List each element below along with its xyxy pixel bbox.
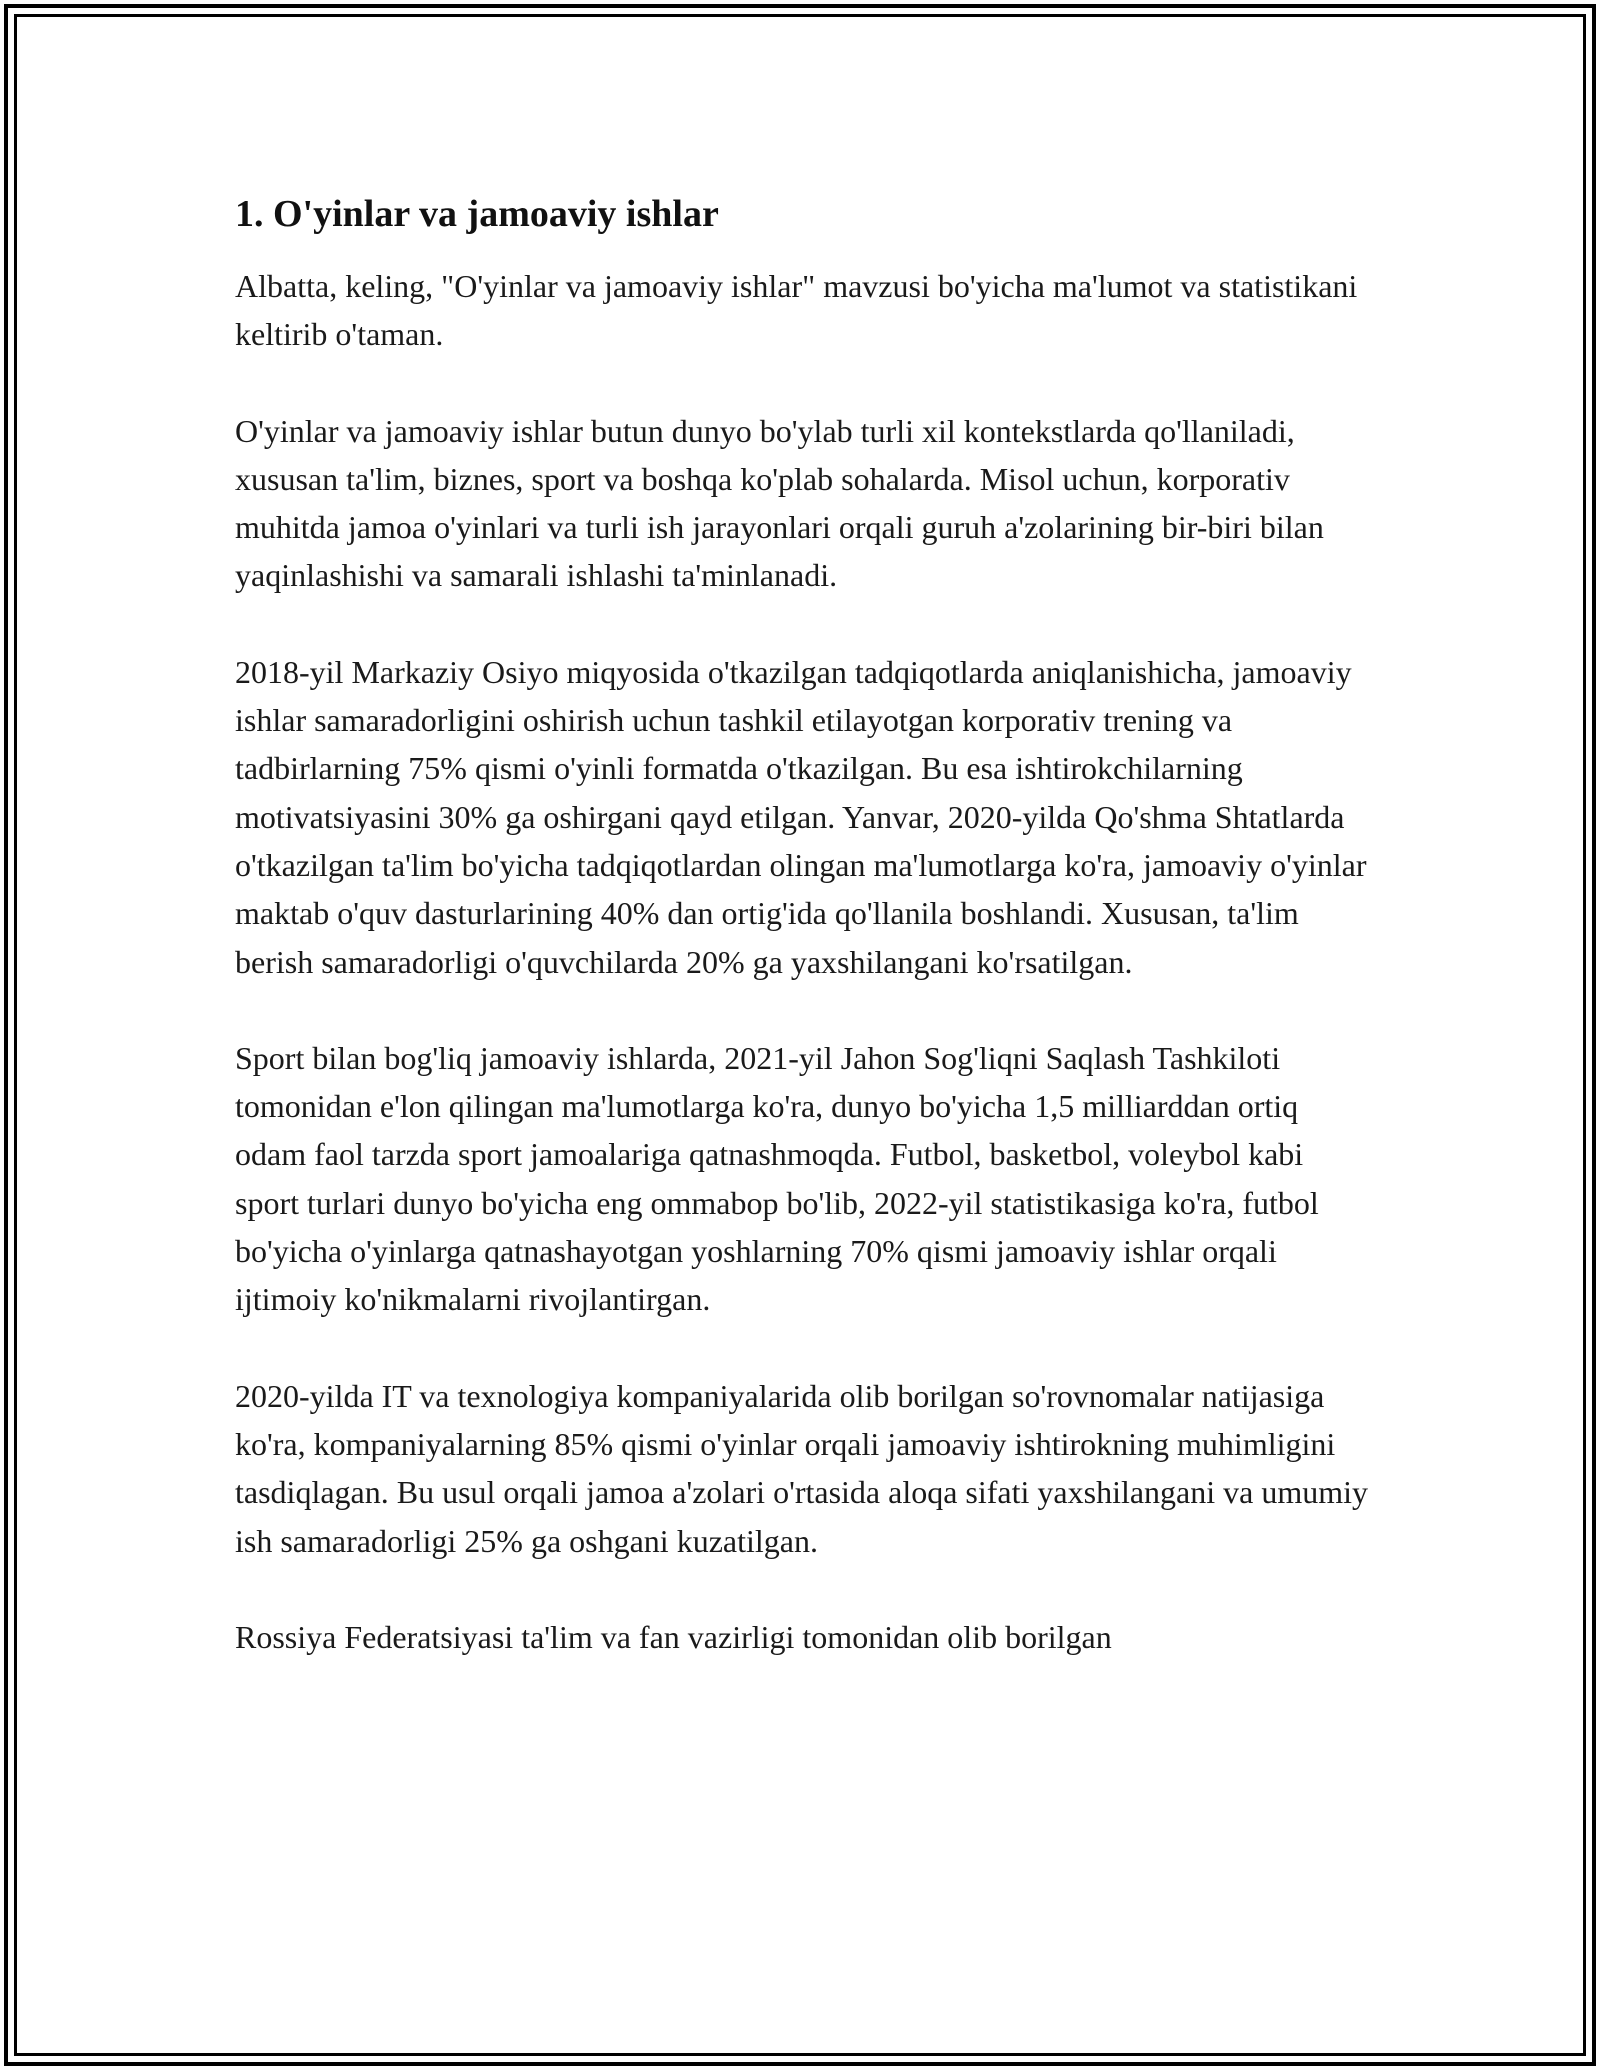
paragraph-it-survey: 2020-yilda IT va texnologiya kompaniyalarida olib borilgan so'rovnomalar natijasiga ko'ra, kompaniyalarning 85% qismi o'yinlar orqali jamoaviy ishtirokning muhimligini tasdiqlagan. Bu usul orqali jamoa a'zolari o'rtasida aloqa sifati yaxshilangani va umumiy ish samaradorligi 25% ga oshgani kuzatilgan. — [235, 1377, 1369, 1559]
section-heading: 1. O'yinlar va jamoaviy ishlar — [235, 193, 719, 235]
paragraph-sport: Sport bilan bog'liq jamoaviy ishlarda, 2021-yil Jahon Sog'liqni Saqlash Tashkiloti tomonidan e'lon qilingan ma'lumotlarga ko'ra, dunyo bo'yicha 1,5 milliarddan ortiq odam faol tarzda sport jamoalariga qatnashmoqda. Futbol, basketbol, voleybol kabi sport turlari dunyo bo'yicha eng ommabop bo'lib, 2022-yil statistikasiga ko'ra, futbol bo'yicha o'yinlarga qatnashayotgan yoshlarning 70% qismi jamoaviy ishlar orqali ijtimoiy ko'nikmalarni rivojlantirgan. — [235, 1039, 1319, 1318]
document-body — [235, 188, 1375, 1709]
paragraph-research-2018: 2018-yil Markaziy Osiyo miqyosida o'tkazilgan tadqiqotlarda aniqlanishicha, jamoaviy ishlar samaradorligini oshirish uchun tashkil etilayotgan korporativ trening va tadbirlarning 75% qismi o'yinli formatda o'tkazilgan. Bu esa ishtirokchilarning motivatsiyasini 30% ga oshirgani qayd etilgan. Yanvar, 2020-yilda Qo'shma Shtatlarda o'tkazilgan ta'lim bo'yicha tadqiqotlardan olingan ma'lumotlarga ko'ra, jamoaviy o'yinlar maktab o'quv dasturlarining 40% dan ortig'ida qo'llanila boshlandi. Xususan, ta'lim berish samaradorligi o'quvchilarda 20% ga yaxshilangani ko'rsatilgan. — [235, 653, 1367, 980]
paragraph-contexts: O'yinlar va jamoaviy ishlar butun dunyo bo'ylab turli xil kontekstlarda qo'llaniladi, xususan ta'lim, biznes, sport va boshqa ko'plab sohalarda. Misol uchun, korporativ muhitda jamoa o'yinlari va turli ish jarayonlari orqali guruh a'zolarining bir-biri bilan yaqinlashishi va samarali ishlashi ta'minlanadi. — [235, 412, 1324, 594]
paragraph-russia: Rossiya Federatsiyasi ta'lim va fan vazirligi tomonidan olib borilgan — [235, 1618, 1112, 1655]
paragraph-intro: Albatta, keling, "O'yinlar va jamoaviy ishlar" mavzusi bo'yicha ma'lumot va statistikani keltirib o'taman. — [235, 268, 1358, 353]
